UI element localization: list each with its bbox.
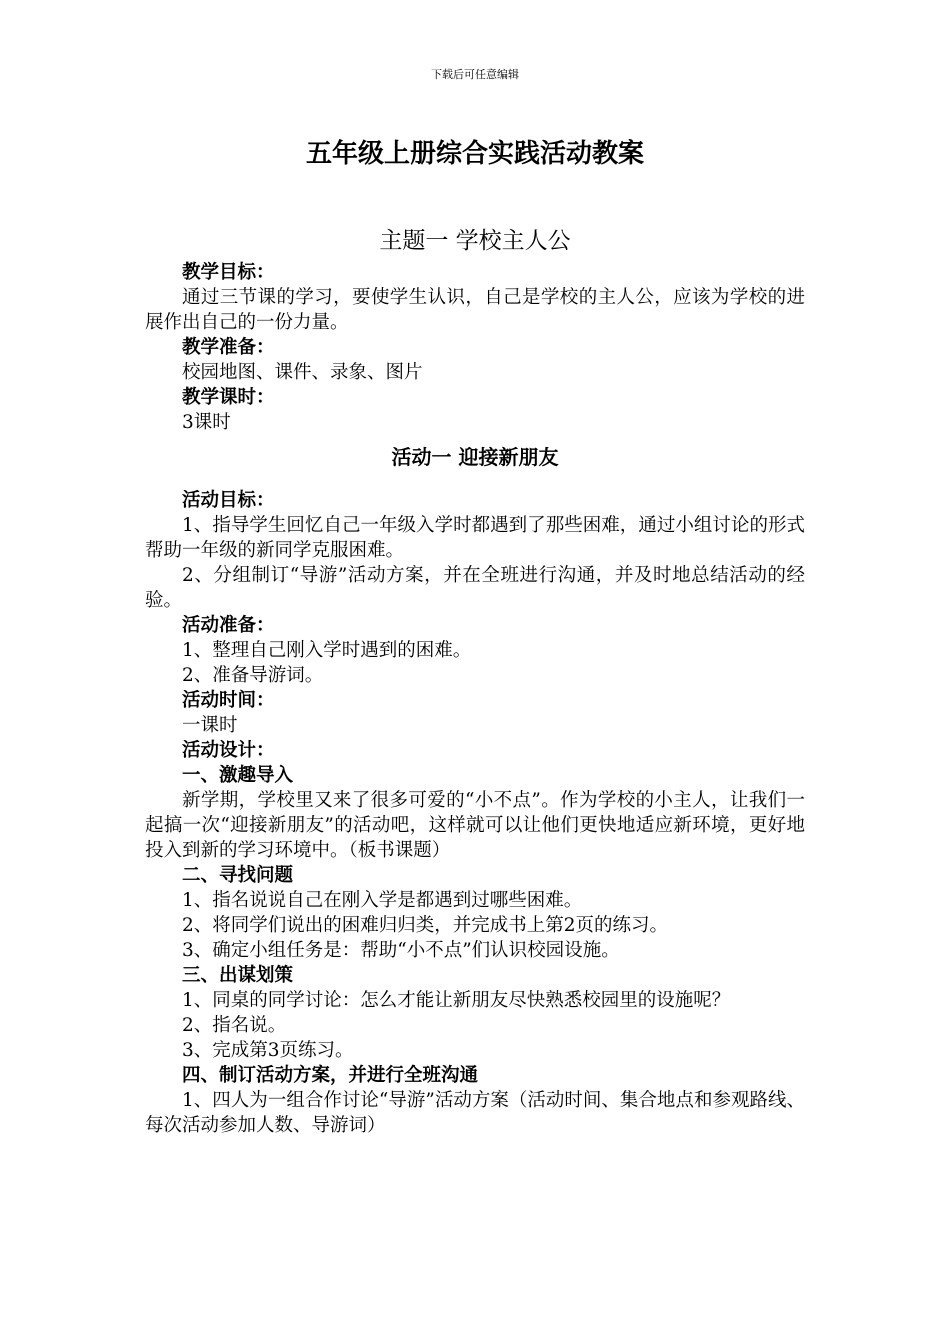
page-header: 下载后可任意编辑: [431, 68, 519, 81]
activity-time-text: 一课时: [182, 715, 238, 736]
activity-prep-2: 2、准备导游词。: [182, 665, 324, 686]
prep-heading: 教学准备：: [182, 337, 275, 358]
section-1-heading: 一、激趣导入: [182, 765, 294, 786]
objectives-heading: 教学目标：: [182, 262, 275, 283]
hours-heading: 教学课时：: [182, 387, 275, 408]
section-3-item-2: 2、指名说。: [182, 1015, 287, 1036]
section-3-item-3: 3、完成第3页练习。: [182, 1040, 354, 1061]
section-2-item-1: 1、指名说说自己在刚入学是都遇到过哪些困难。: [182, 890, 583, 911]
activity-prep-1: 1、整理自己刚入学时遇到的困难。: [182, 640, 472, 661]
section-4-heading: 四、制订活动方案，并进行全班沟通: [182, 1065, 479, 1086]
document-title: 五年级上册综合实践活动教案: [305, 139, 644, 169]
hours-text: 3课时: [182, 412, 231, 433]
activity-design-heading: 活动设计：: [182, 740, 275, 761]
activity-goal-1: 1、指导学生回忆自己一年级入学时都遇到了那些困难，通过小组讨论的形式帮助一年级的新同学克服困难。: [145, 515, 805, 561]
document-body: [145, 260, 805, 1138]
section-2-heading: 二、寻找问题: [182, 865, 294, 886]
section-3-item-1: 1、同桌的同学讨论：怎么才能让新朋友尽快熟悉校园里的设施呢？: [182, 990, 731, 1011]
section-4-item-1: 1、四人为一组合作讨论“导游”活动方案（活动时间、集合地点和参观路线、每次活动参加人数、导游词）: [145, 1090, 805, 1136]
objectives-text: 通过三节课的学习，要使学生认识，自己是学校的主人公，应该为学校的进展作出自己的一份力量。: [145, 287, 805, 333]
activity-prep-heading: 活动准备：: [182, 615, 275, 636]
theme-subtitle: 主题一 学校主人公: [379, 228, 571, 254]
section-2-item-2: 2、将同学们说出的困难归归类，并完成书上第2页的练习。: [182, 915, 669, 936]
activity-title: 活动一 迎接新朋友: [391, 445, 559, 469]
section-3-heading: 三、出谋划策: [182, 965, 294, 986]
prep-text: 校园地图、课件、录象、图片: [182, 362, 423, 383]
activity-time-heading: 活动时间：: [182, 690, 275, 711]
section-2-item-3: 3、确定小组任务是：帮助“小不点”们认识校园设施。: [182, 940, 620, 961]
activity-goal-heading: 活动目标：: [182, 490, 275, 511]
section-1-text: 新学期，学校里又来了很多可爱的“小不点”。作为学校的小主人，让我们一起搞一次“迎接新朋友”的活动吧，这样就可以让他们更快地适应新环境，更好地投入到新的学习环境中。（板书课题）: [145, 790, 805, 861]
activity-goal-2: 2、分组制订“导游”活动方案，并在全班进行沟通，并及时地总结活动的经验。: [145, 565, 805, 611]
